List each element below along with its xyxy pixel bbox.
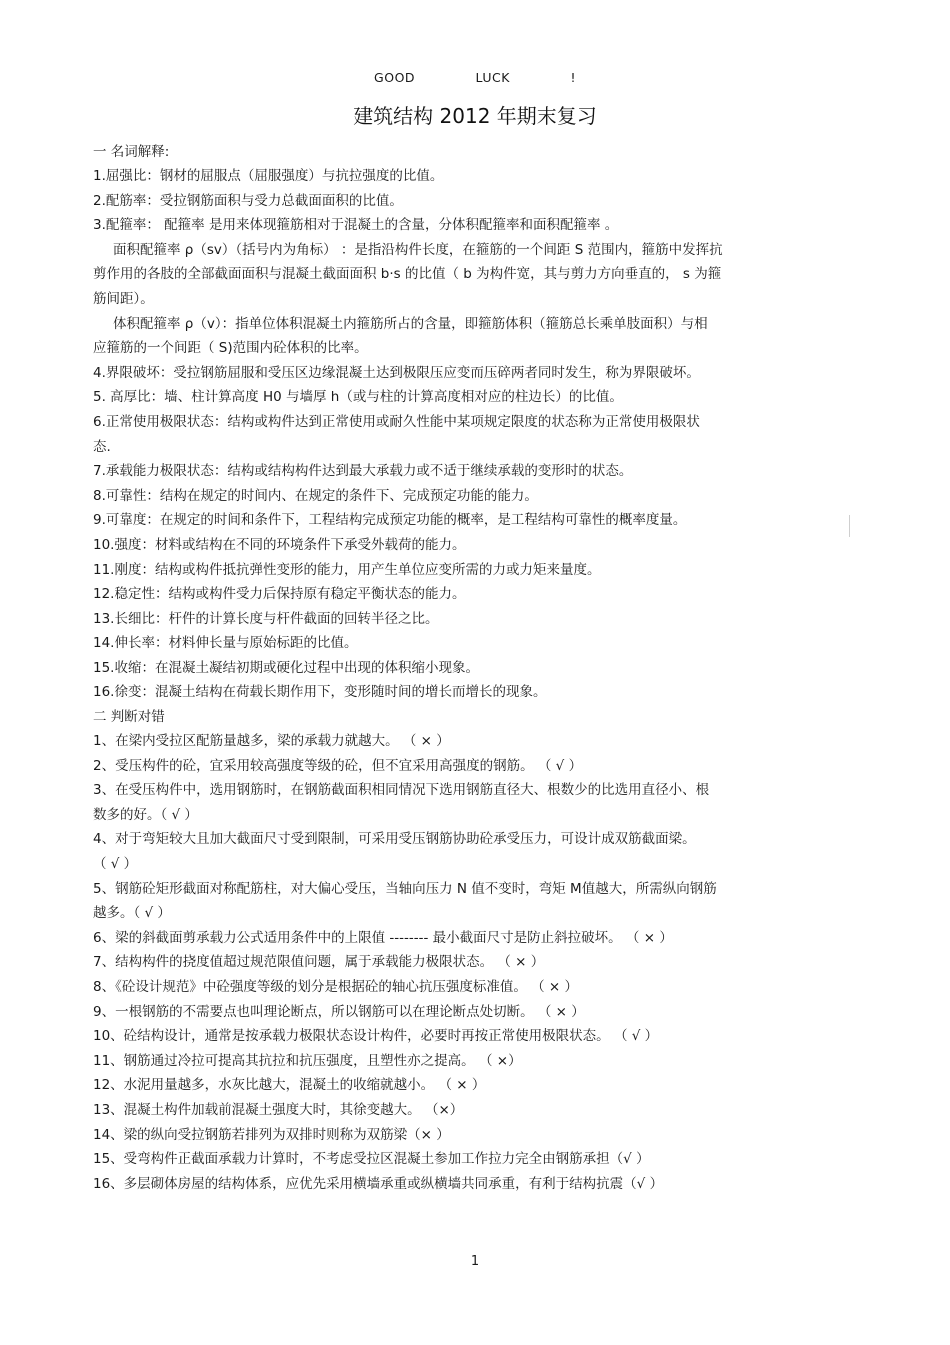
text-line: 体积配箍率 ρ（v）：指单位体积混凝土内箍筋所占的含量，即箍筋体积（箍筋总长乘单肢面积）与相 [113,315,708,332]
text-line: 10、砼结构设计，通常是按承载力极限状态设计构件，必要时再按正常使用极限状态。 （ √ ） [93,1028,659,1045]
text-line: 5、钢筋砼矩形截面对称配筋柱，对大偏心受压，当轴向压力 N 值不变时，弯矩 M值越大，所需纵向钢筋 [93,880,717,897]
text-line: 12、水泥用量越多，水灰比越大，混凝土的收缩就越小。 （ × ） [93,1077,486,1094]
text-line: 越多。（ √ ） [93,905,171,922]
text-line: 筋间距）。 [93,290,154,307]
header-exclamation: ! [570,70,576,85]
text-line: 5. 高厚比：墙、柱计算高度 H0 与墙厚 h（或与柱的计算高度相对应的柱边长）的比值。 [93,389,623,406]
text-line: 8、《砼设计规范》中砼强度等级的划分是根据砼的轴心抗压强度标准值。 （ × ） [93,979,579,995]
document-title: 建筑结构 2012 年期末复习 [353,104,597,128]
text-line: 15.收缩：在混凝土凝结初期或硬化过程中出现的体积缩小现象。 [93,659,479,676]
text-line: 13.长细比：杆件的计算长度与杆件截面的回转半径之比。 [93,610,439,627]
text-line: 16、多层砌体房屋的结构体系，应优先采用横墙承重或纵横墙共同承重，有利于结构抗震（√ ） [93,1175,664,1192]
section-heading: 一 名词解释: [93,144,170,160]
text-line: 11.刚度：结构或构件抵抗弹性变形的能力，用产生单位应变所需的力或力矩来量度。 [93,561,601,578]
text-line: 11、钢筋通过冷拉可提高其抗拉和抗压强度，且塑性亦之提高。 （ ×） [93,1052,522,1069]
text-line: 9、一根钢筋的不需要点也叫理论断点，所以钢筋可以在理论断点处切断。 （ × ） [93,1003,585,1020]
text-line: 6、梁的斜截面剪承载力公式适用条件中的上限值 -------- 最小截面尺寸是防止斜拉破坏。 （ × ） [93,929,673,946]
header-word-good: GOOD [374,70,416,85]
text-line: 14、梁的纵向受拉钢筋若排列为双排时则称为双筋梁（× ） [93,1126,450,1143]
text-line: 1、在梁内受拉区配筋量越多，梁的承载力就越大。 （ × ） [93,733,450,750]
text-line: 数多的好。（ √ ） [93,806,198,823]
page-number: 1 [470,1254,480,1269]
text-line: 4.界限破坏：受拉钢筋屈服和受压区边缘混凝土达到极限压应变而压碎两者同时发生，称为界限破坏。 [93,364,700,381]
text-line: 6.正常使用极限状态：结构或构件达到正常使用或耐久性能中某项规定限度的状态称为正常使用极限状 [93,413,700,430]
text-line: 14.伸长率：材料伸长量与原始标距的比值。 [93,635,358,652]
margin-mark [849,515,850,537]
section-heading: 二 判断对错 [93,709,165,726]
text-line: 12.稳定性：结构或构件受力后保持原有稳定平衡状态的能力。 [93,586,466,603]
text-line: 2.配筋率：受拉钢筋面积与受力总截面面积的比值。 [93,192,403,209]
text-line: 16.徐变：混凝土结构在荷载长期作用下，变形随时间的增长而增长的现象。 [93,684,547,701]
text-line: 7.承载能力极限状态：结构或结构构件达到最大承载力或不适于继续承载的变形时的状态。 [93,463,633,480]
text-line: 3、在受压构件中，选用钢筋时，在钢筋截面积相同情况下选用钢筋直径大、根数少的比选用直径小、根 [93,782,710,799]
text-line: 9.可靠度：在规定的时间和条件下，工程结构完成预定功能的概率，是工程结构可靠性的概率度量。 [93,512,687,529]
text-line: 2、受压构件的砼，宜采用较高强度等级的砼，但不宜采用高强度的钢筋。 （ √ ） [93,757,583,774]
text-line: 15、受弯构件正截面承载力计算时，不考虑受拉区混凝土参加工作拉力完全由钢筋承担（√ ） [93,1151,650,1168]
text-line: 1.屈强比：钢材的屈服点（屈服强度）与抗拉强度的比值。 [93,168,444,184]
text-line: 8.可靠性：结构在规定的时间内、在规定的条件下、完成预定功能的能力。 [93,487,538,504]
text-line: 4、对于弯矩较大且加大截面尺寸受到限制，可采用受压钢筋协助砼承受压力，可设计成双筋截面梁。 [93,831,696,848]
text-line: 应箍筋的一个间距（ S)范围内砼体积的比率。 [93,340,368,357]
text-line: （ √ ） [93,856,138,873]
text-line: 3.配箍率： 配箍率 是用来体现箍筋相对于混凝土的含量，分体积配箍率和面积配箍率 。 [93,217,619,234]
document-body [93,140,853,1196]
header-word-luck: LUCK [475,70,510,85]
text-line: 态. [93,438,111,455]
page-header [0,70,950,85]
text-line: 13、混凝土构件加载前混凝土强度大时，其徐变越大。 （×） [93,1101,464,1118]
text-line: 7、结构构件的挠度值超过规范限值问题，属于承载能力极限状态。 （ × ） [93,954,545,971]
text-line: 剪作用的各肢的全部截面面积与混凝土截面面积 b·s 的比值（ b 为构件宽，其与剪力方向垂直的， s 为箍 [93,266,722,283]
text-line: 面积配箍率 ρ（sv）（括号内为角标） ：是指沿构件长度，在箍筋的一个间距 S 范围内，箍筋中发挥抗 [113,241,723,258]
text-line: 10.强度：材料或结构在不同的环境条件下承受外载荷的能力。 [93,536,466,553]
